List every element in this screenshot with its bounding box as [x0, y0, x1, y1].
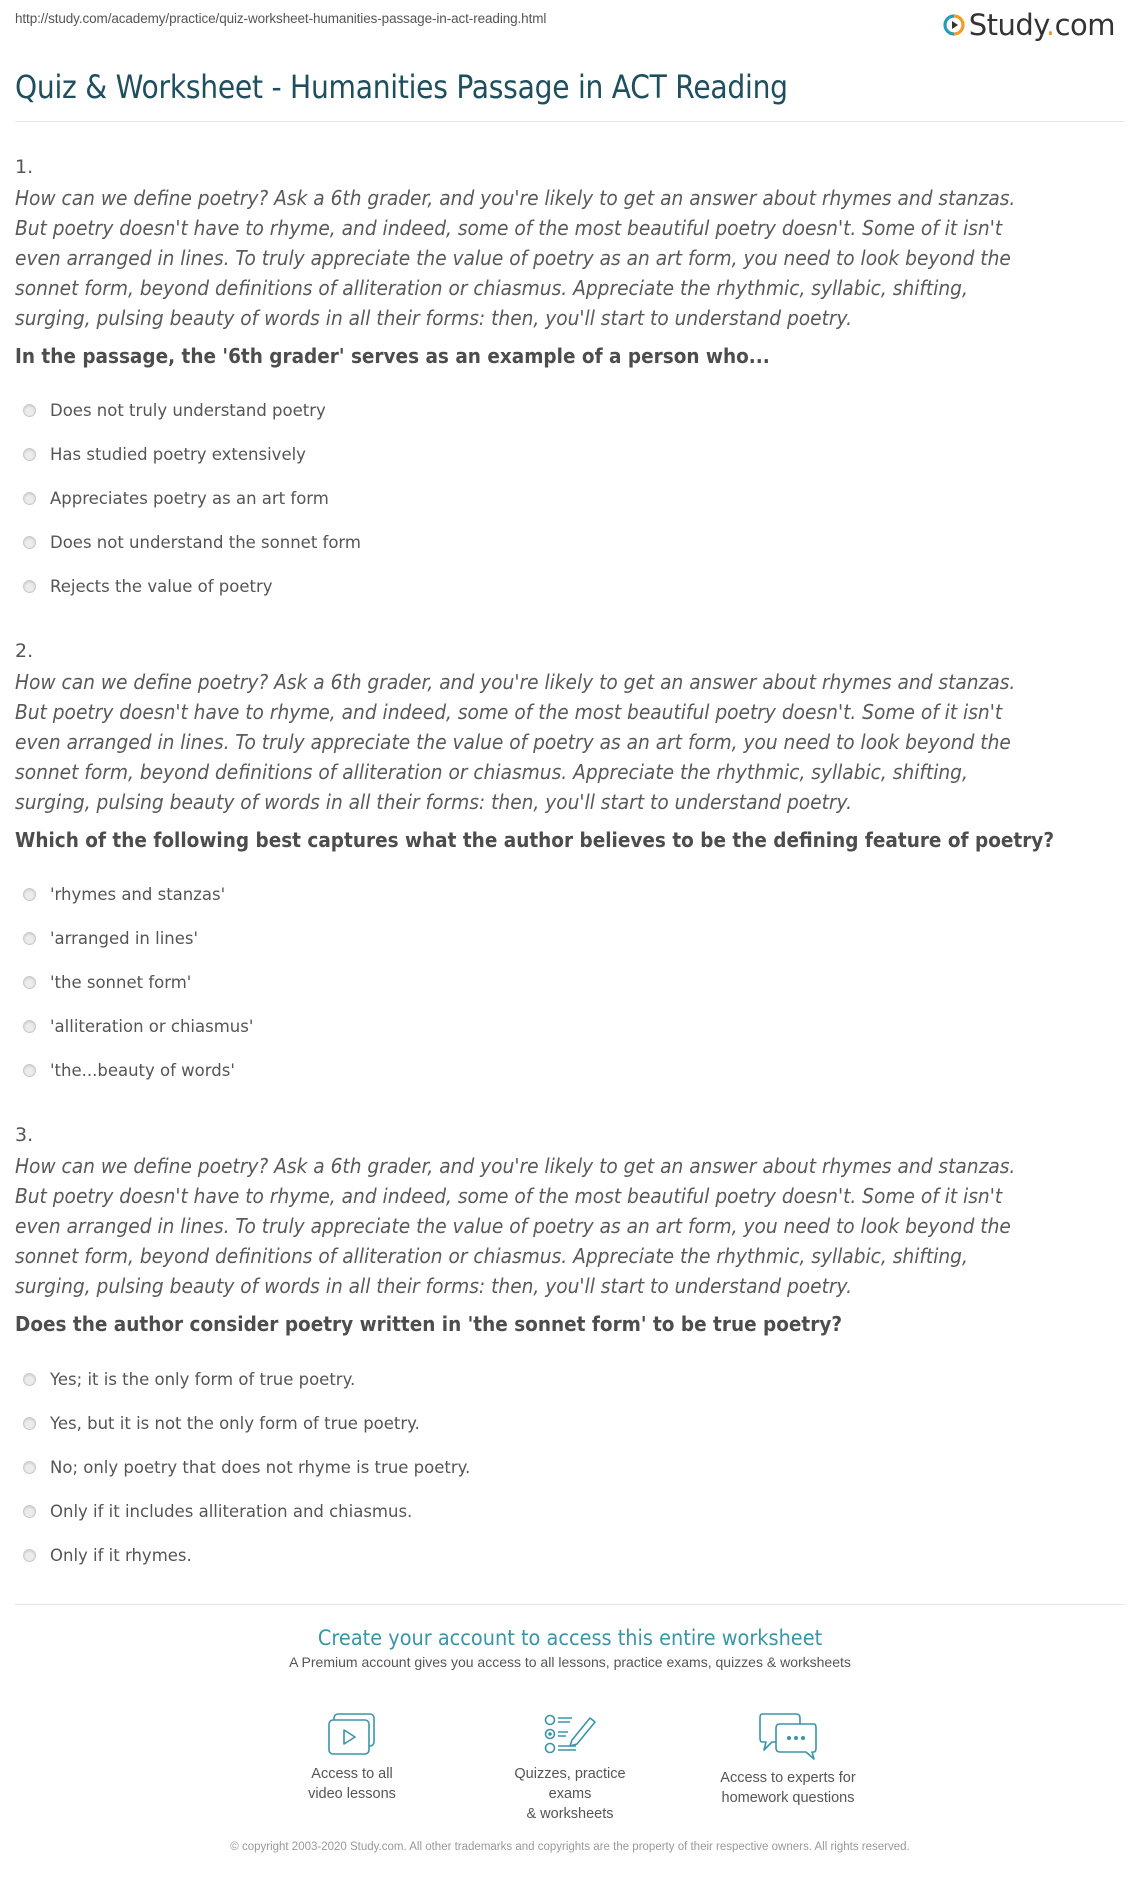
question-number: 3.: [15, 1124, 34, 1146]
radio-button-icon[interactable]: [23, 1373, 36, 1386]
feature-experts: Access to experts for homework questions: [713, 1712, 863, 1824]
play-circle-icon: [943, 14, 965, 36]
signup-cta: [0, 1626, 1140, 1670]
answer-choice[interactable]: Has studied poetry extensively: [20, 432, 361, 476]
question-prompt: Which of the following best captures what the author believes to be the defining feature of poetry?: [15, 828, 1055, 852]
radio-button-icon[interactable]: [23, 492, 36, 505]
answer-choice[interactable]: Yes, but it is not the only form of true poetry.: [20, 1401, 470, 1445]
answer-choices-1: [20, 388, 361, 608]
answer-choice[interactable]: Yes; it is the only form of true poetry.: [20, 1357, 470, 1401]
question-3: [15, 1124, 1118, 1339]
logo-wordmark: Study.com: [968, 8, 1115, 42]
answer-choice[interactable]: Does not truly understand poetry: [20, 388, 361, 432]
question-passage: How can we define poetry? Ask a 6th grader, and you're likely to get an answer about rhymes and stanzas. But poetry doesn't have to rhyme, and indeed, some of the most beautiful poetry doesn't. Some of it isn't even arranged in lines. To truly appreciate the value of poetry as an art form, you need to look beyond the sonnet form, beyond definitions of alliteration or chiasmus. Appreciate the rhythmic, syllabic, shifting, surging, pulsing beauty of words in all their forms: then, you'll start to understand poetry.: [15, 186, 1016, 330]
answer-choice[interactable]: 'rhymes and stanzas': [20, 872, 253, 916]
cta-subtitle: A Premium account gives you access to all lessons, practice exams, quizzes & worksheets: [289, 1654, 851, 1670]
radio-button-icon[interactable]: [23, 1461, 36, 1474]
cta-title-link[interactable]: Create your account to access this entire worksheet: [317, 1626, 823, 1650]
answer-choice[interactable]: 'alliteration or chiasmus': [20, 1004, 253, 1048]
question-passage: How can we define poetry? Ask a 6th grader, and you're likely to get an answer about rhymes and stanzas. But poetry doesn't have to rhyme, and indeed, some of the most beautiful poetry doesn't. Some of it isn't even arranged in lines. To truly appreciate the value of poetry as an art form, you need to look beyond the sonnet form, beyond definitions of alliteration or chiasmus. Appreciate the rhythmic, syllabic, shifting, surging, pulsing beauty of words in all their forms: then, you'll start to understand poetry.: [15, 670, 1016, 814]
radio-button-icon[interactable]: [23, 932, 36, 945]
radio-button-icon[interactable]: [23, 404, 36, 417]
radio-button-icon[interactable]: [23, 1417, 36, 1430]
answer-choice[interactable]: No; only poetry that does not rhyme is true poetry.: [20, 1445, 470, 1489]
answer-choice[interactable]: Appreciates poetry as an art form: [20, 476, 361, 520]
radio-button-icon[interactable]: [23, 448, 36, 461]
question-2: [15, 640, 1118, 855]
premium-features: [0, 1712, 1140, 1824]
feature-video-lessons: Access to all video lessons: [277, 1712, 427, 1824]
question-1: [15, 156, 1118, 371]
quiz-checklist-icon: [542, 1712, 598, 1756]
answer-choice[interactable]: 'arranged in lines': [20, 916, 253, 960]
study-logo[interactable]: [943, 8, 1115, 42]
question-prompt: In the passage, the '6th grader' serves as an example of a person who...: [15, 344, 770, 368]
radio-button-icon[interactable]: [23, 536, 36, 549]
radio-button-icon[interactable]: [23, 1505, 36, 1518]
video-lessons-icon: [326, 1712, 378, 1756]
answer-choice[interactable]: Does not understand the sonnet form: [20, 520, 361, 564]
radio-button-icon[interactable]: [23, 888, 36, 901]
answer-choice[interactable]: Only if it includes alliteration and chiasmus.: [20, 1489, 470, 1533]
radio-button-icon[interactable]: [23, 1549, 36, 1562]
chat-bubbles-icon: [758, 1712, 818, 1760]
answer-choices-2: [20, 872, 253, 1092]
radio-button-icon[interactable]: [23, 1020, 36, 1033]
question-number: 1.: [15, 156, 34, 178]
title-divider: [15, 121, 1125, 122]
answer-choice[interactable]: 'the...beauty of words': [20, 1048, 253, 1092]
answer-choice[interactable]: Only if it rhymes.: [20, 1533, 470, 1577]
answer-choice[interactable]: 'the sonnet form': [20, 960, 253, 1004]
question-number: 2.: [15, 640, 34, 662]
feature-quizzes: Quizzes, practice exams & worksheets: [495, 1712, 645, 1824]
copyright-notice: © copyright 2003-2020 Study.com. All other trademarks and copyrights are the property of their respective owners. All rights reserved.: [230, 1841, 910, 1853]
answer-choice[interactable]: Rejects the value of poetry: [20, 564, 361, 608]
page-title: Quiz & Worksheet - Humanities Passage in ACT Reading: [15, 68, 788, 106]
radio-button-icon[interactable]: [23, 580, 36, 593]
radio-button-icon[interactable]: [23, 1064, 36, 1077]
answer-choices-3: [20, 1357, 470, 1577]
page-url: http://study.com/academy/practice/quiz-worksheet-humanities-passage-in-act-reading.html: [15, 11, 547, 26]
cta-divider: [15, 1604, 1125, 1605]
question-passage: How can we define poetry? Ask a 6th grader, and you're likely to get an answer about rhymes and stanzas. But poetry doesn't have to rhyme, and indeed, some of the most beautiful poetry doesn't. Some of it isn't even arranged in lines. To truly appreciate the value of poetry as an art form, you need to look beyond the sonnet form, beyond definitions of alliteration or chiasmus. Appreciate the rhythmic, syllabic, shifting, surging, pulsing beauty of words in all their forms: then, you'll start to understand poetry.: [15, 1154, 1016, 1298]
question-prompt: Does the author consider poetry written in 'the sonnet form' to be true poetry?: [15, 1312, 843, 1336]
radio-button-icon[interactable]: [23, 976, 36, 989]
